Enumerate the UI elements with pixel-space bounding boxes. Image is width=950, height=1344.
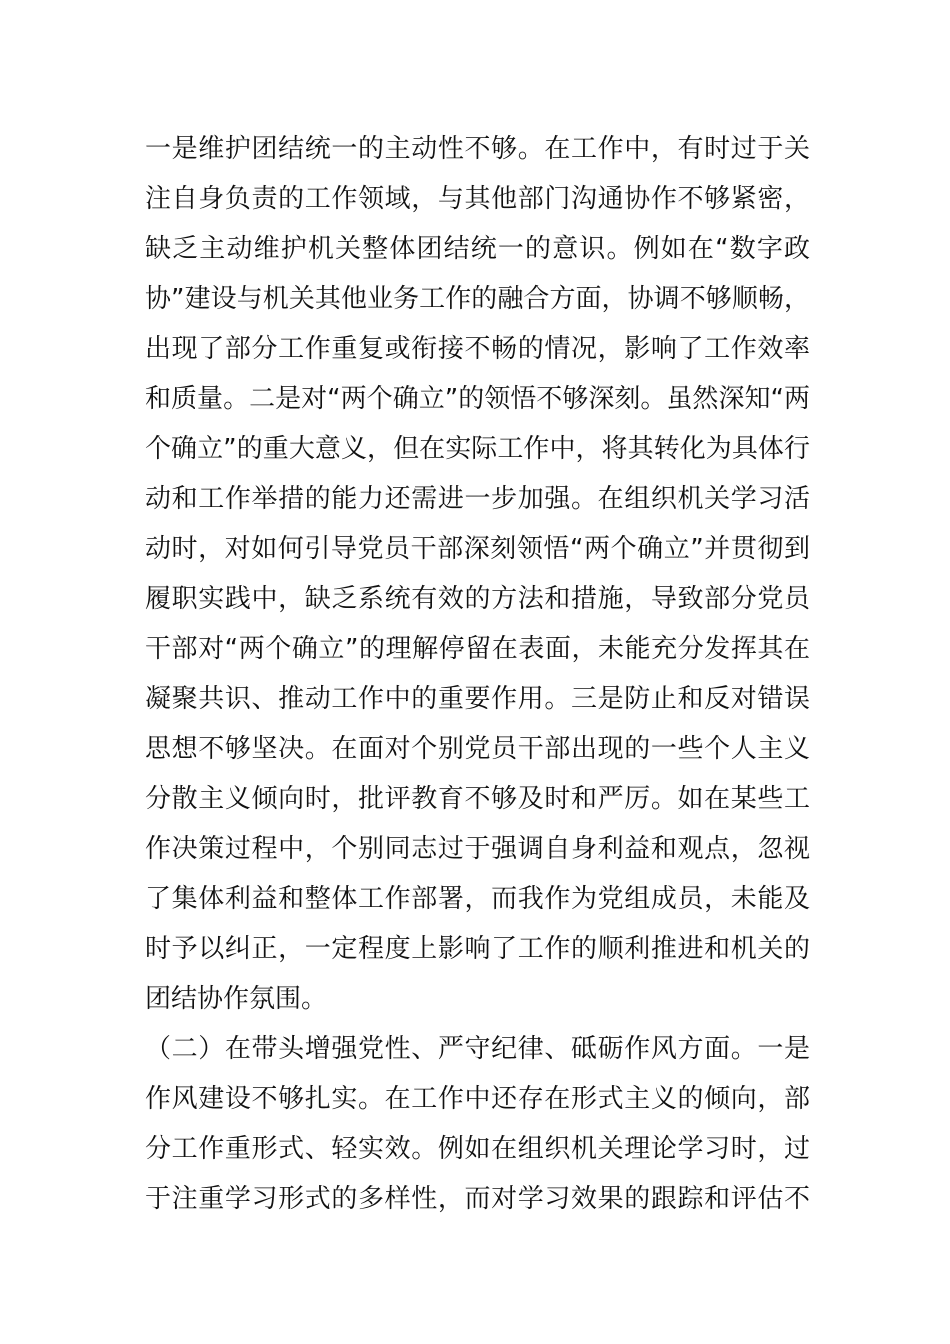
text-line: 一是维护团结统一的主动性不够。在工作中，有时过于关: [145, 134, 810, 164]
text-line: 个确立”的重大意义，但在实际工作中，将其转化为具体行: [145, 434, 810, 464]
text-line: 缺乏主动维护机关整体团结统一的意识。例如在“数字政: [145, 234, 810, 264]
text-line: 作决策过程中，个别同志过于强调自身利益和观点，忽视: [145, 834, 810, 864]
text-line: 于注重学习形式的多样性，而对学习效果的跟踪和评估不: [145, 1184, 810, 1214]
paragraph-end-line: 团结协作氛围。: [145, 984, 328, 1014]
text-line: 协”建设与机关其他业务工作的融合方面，协调不够顺畅，: [145, 284, 810, 314]
text-line: 干部对“两个确立”的理解停留在表面，未能充分发挥其在: [145, 634, 810, 664]
body-text: [145, 124, 810, 1224]
text-line: 动和工作举措的能力还需进一步加强。在组织机关学习活: [145, 484, 810, 514]
text-line: 分工作重形式、轻实效。例如在组织机关理论学习时，过: [145, 1134, 810, 1164]
text-line: 分散主义倾向时，批评教育不够及时和严厉。如在某些工: [145, 784, 810, 814]
text-line: 注自身负责的工作领域，与其他部门沟通协作不够紧密，: [145, 184, 810, 214]
text-line: 时予以纠正，一定程度上影响了工作的顺利推进和机关的: [145, 934, 810, 964]
text-line: 思想不够坚决。在面对个别党员干部出现的一些个人主义: [145, 734, 810, 764]
text-line: 履职实践中，缺乏系统有效的方法和措施，导致部分党员: [145, 584, 810, 614]
text-line: 凝聚共识、推动工作中的重要作用。三是防止和反对错误: [145, 684, 810, 714]
text-line: 动时，对如何引导党员干部深刻领悟“两个确立”并贯彻到: [145, 534, 810, 564]
text-line: 出现了部分工作重复或衔接不畅的情况，影响了工作效率: [145, 334, 810, 364]
section-heading-line: （二）在带头增强党性、严守纪律、砥砺作风方面。一是: [145, 1034, 810, 1064]
text-line: 作风建设不够扎实。在工作中还存在形式主义的倾向，部: [145, 1084, 810, 1114]
text-line: 和质量。二是对“两个确立”的领悟不够深刻。虽然深知“两: [145, 384, 810, 414]
text-line: 了集体利益和整体工作部署，而我作为党组成员，未能及: [145, 884, 810, 914]
